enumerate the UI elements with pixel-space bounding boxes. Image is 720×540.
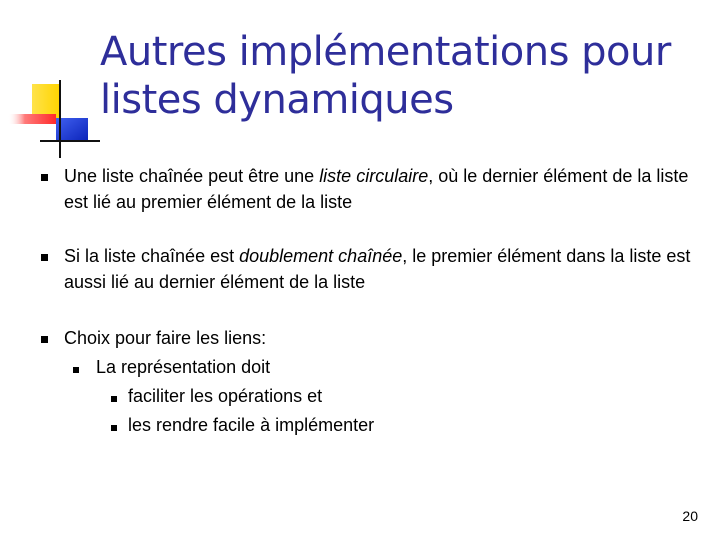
sub-sub-item-implement: les rendre facile à implémenter [128,415,375,435]
bullet-text: , le premier élément dans la liste est aussi lié au dernier élément de la liste [64,246,691,292]
bullet-text: Si la liste chaînée est [64,246,240,266]
slide-title-line2: listes dynamiques [100,77,454,123]
sub-sub-item-operations: faciliter les opérations et [128,386,323,406]
bullet-item-doubly-linked [64,243,704,295]
bullet-item-circular-list [64,163,704,215]
slide-title-line1: Autres implémentations pour [100,29,671,75]
sub-item-representation: La représentation doit [96,357,271,377]
bullet-item-link-choice: Choix pour faire les liens: [64,328,267,348]
bullet-emphasis: doublement chaînée [239,246,403,266]
square-bullet-icon [41,254,48,261]
square-bullet-icon [111,425,117,431]
bullet-text: , où le dernier élément de la liste est lié au premier élément de la liste [64,166,689,212]
bullet-text: Une liste chaînée peut être une [64,166,320,186]
square-bullet-icon [41,336,48,343]
square-bullet-icon [73,367,79,373]
square-bullet-icon [111,396,117,402]
page-number: 20 [682,508,698,524]
bullet-emphasis: liste circulaire [319,166,429,186]
square-bullet-icon [41,174,48,181]
